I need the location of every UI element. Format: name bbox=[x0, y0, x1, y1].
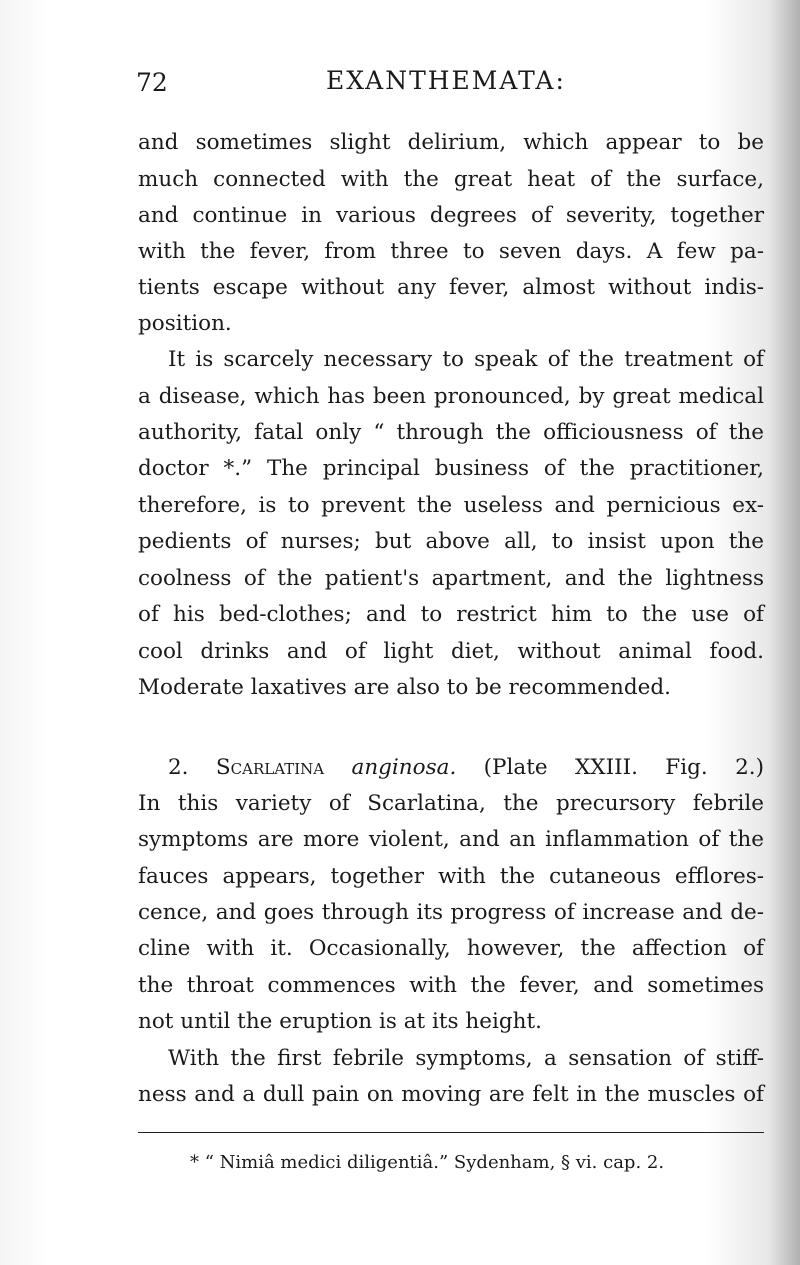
text-line: It is scarcely necessary to speak of the treatment of bbox=[168, 347, 764, 372]
text-line: cool drinks and of light diet, without animal food. bbox=[138, 639, 764, 664]
text-line: with the fever, from three to seven days. A few pa- bbox=[138, 239, 764, 264]
text-line: fauces appears, together with the cutaneous efflores- bbox=[138, 864, 764, 889]
text-line: much connected with the great heat of the surface, bbox=[138, 167, 764, 192]
text-line: With the first febrile symptoms, a sensation of stiff- bbox=[168, 1046, 764, 1071]
text-line: doctor *.” The principal business of the practitioner, bbox=[138, 456, 764, 481]
running-title: EXANTHEMATA: bbox=[326, 66, 566, 95]
text-line: and sometimes slight delirium, which appear to be bbox=[138, 130, 764, 155]
text-line: and continue in various degrees of severity, together bbox=[138, 203, 764, 228]
section-variety: anginosa. bbox=[351, 755, 457, 780]
text-line: ness and a dull pain on moving are felt in the muscles of bbox=[138, 1082, 764, 1107]
text-line: therefore, is to prevent the useless and pernicious ex- bbox=[138, 493, 764, 518]
text-line: symptoms are more violent, and an inflammation of the bbox=[138, 827, 764, 852]
section-name: Scarlatina bbox=[215, 755, 325, 780]
text-line: position. bbox=[138, 311, 232, 336]
text-line: coolness of the patient's apartment, and the lightness bbox=[138, 566, 764, 591]
text-line: Moderate laxatives are also to be recommended. bbox=[138, 675, 671, 700]
text-line: a disease, which has been pronounced, by great medical bbox=[138, 384, 764, 409]
text-line: tients escape without any fever, almost without indis- bbox=[138, 275, 764, 300]
footnote: * “ Nimiâ medici diligentiâ.” Sydenham, § vi. cap. 2. bbox=[190, 1152, 665, 1173]
section-heading bbox=[138, 750, 764, 786]
section-number: 2. bbox=[168, 755, 189, 780]
page-number: 72 bbox=[136, 68, 168, 97]
text-line: of his bed-clothes; and to restrict him to the use of bbox=[138, 602, 764, 627]
text-line: authority, fatal only “ through the officiousness of the bbox=[138, 420, 764, 445]
plate-reference: (Plate XXIII. Fig. 2.) bbox=[483, 755, 764, 780]
text-line: not until the eruption is at its height. bbox=[138, 1009, 542, 1034]
text-line: cence, and goes through its progress of increase and de- bbox=[138, 900, 764, 925]
text-line: cline with it. Occasionally, however, the affection of bbox=[138, 936, 764, 961]
footnote-rule bbox=[138, 1132, 764, 1133]
text-line: pedients of nurses; but above all, to insist upon the bbox=[138, 529, 764, 554]
text-line: In this variety of Scarlatina, the precursory febrile bbox=[138, 791, 764, 816]
text-line: the throat commences with the fever, and sometimes bbox=[138, 973, 764, 998]
